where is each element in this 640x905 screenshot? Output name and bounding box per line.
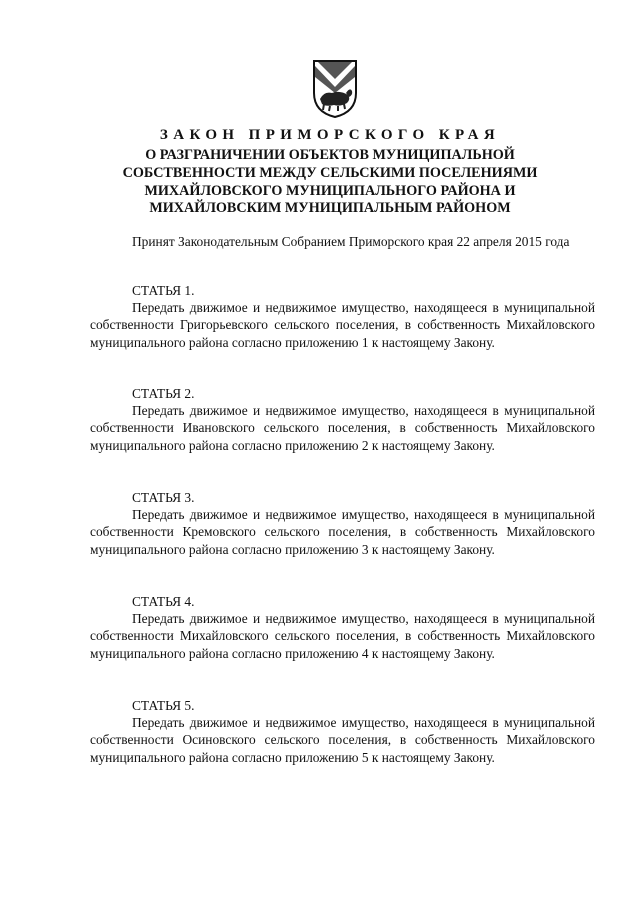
article: [90, 593, 595, 662]
subtitle-line: МИХАЙЛОВСКИМ МУНИЦИПАЛЬНЫМ РАЙОНОМ: [149, 200, 511, 217]
article-heading: СТАТЬЯ 3.: [132, 490, 195, 505]
article-heading: СТАТЬЯ 4.: [132, 594, 195, 609]
subtitle-line: О РАЗГРАНИЧЕНИИ ОБЪЕКТОВ МУНИЦИПАЛЬНОЙ: [145, 147, 515, 163]
coat-of-arms-icon: [310, 57, 360, 119]
subtitle-line: МИХАЙЛОВСКОГО МУНИЦИПАЛЬНОГО РАЙОНА И: [144, 182, 516, 199]
article-text: Передать движимое и недвижимое имущество, находящееся в муниципальной собственности Григорьевского сельского поселения, в собственность Михайловского муниципального района согласно приложению 1 к настоящему Закону.: [90, 300, 595, 350]
article: [90, 282, 595, 351]
article-heading: СТАТЬЯ 5.: [132, 698, 195, 713]
article: [90, 697, 595, 766]
article-text: Передать движимое и недвижимое имущество, находящееся в муниципальной собственности Михайловского сельского поселения, в собственность Михайловского муниципального района согласно приложению 4 к настоящему Закону.: [90, 611, 595, 661]
article-text: Передать движимое и недвижимое имущество, находящееся в муниципальной собственности Осиновского сельского поселения, в собственность Михайловского муниципального района согласно приложению 5 к настоящему Закону.: [90, 715, 595, 765]
law-subtitle: [80, 147, 580, 218]
article: [90, 385, 595, 454]
article-heading: СТАТЬЯ 1.: [132, 283, 195, 298]
adoption-note: Принят Законодательным Собранием Приморского края 22 апреля 2015 года: [132, 234, 570, 249]
article-text: Передать движимое и недвижимое имущество, находящееся в муниципальной собственности Ивановского сельского поселения, в собственность Михайловского муниципального района согласно приложению 2 к настоящему Закону.: [90, 403, 595, 453]
article-text: Передать движимое и недвижимое имущество, находящееся в муниципальной собственности Кремовского сельского поселения, в собственность Михайловского муниципального района согласно приложению 3 к настоящему Закону.: [90, 507, 595, 557]
subtitle-line: СОБСТВЕННОСТИ МЕЖДУ СЕЛЬСКИМИ ПОСЕЛЕНИЯМИ: [122, 164, 538, 181]
law-title: ЗАКОН ПРИМОРСКОГО КРАЯ: [159, 127, 501, 143]
article: [90, 489, 595, 558]
article-heading: СТАТЬЯ 2.: [132, 386, 195, 401]
